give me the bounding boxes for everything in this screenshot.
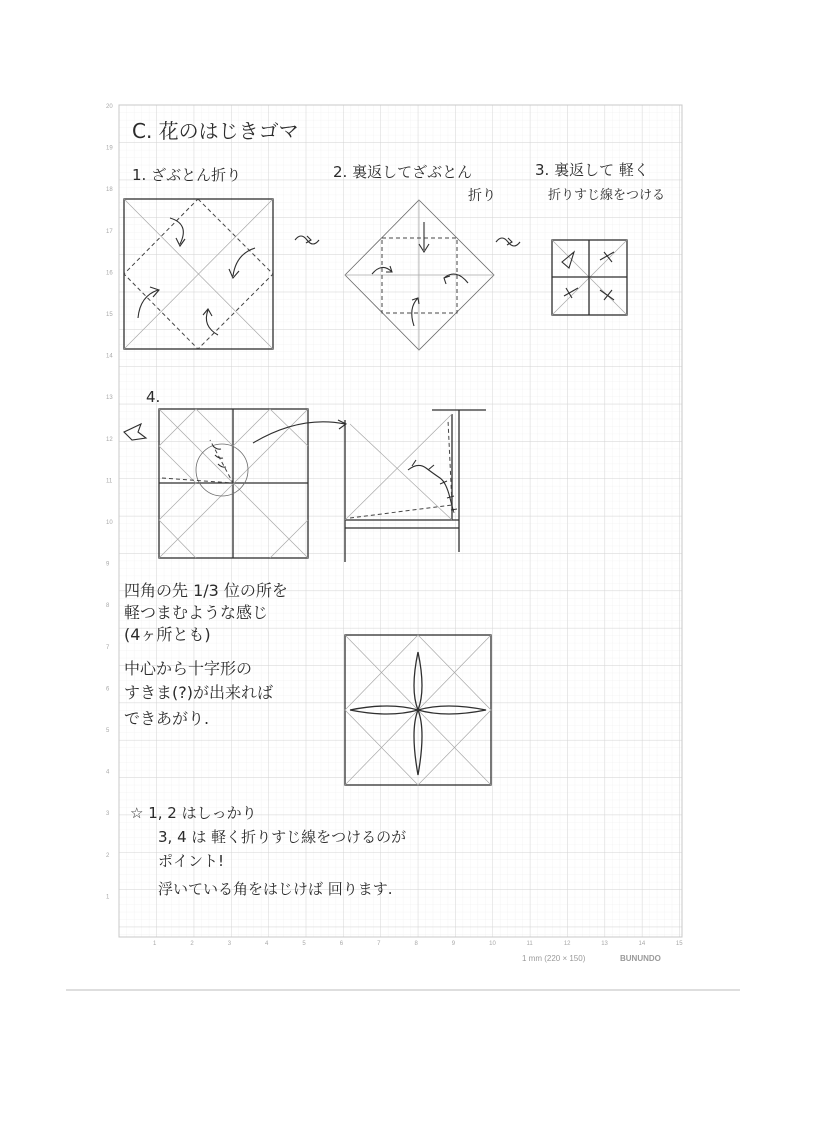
ruler-tick-label: 12 (563, 941, 571, 947)
ruler-tick-label: 12 (106, 436, 113, 443)
explanation-line: すきま(?)が出来れば (124, 683, 273, 702)
ruler-tick-label: 7 (377, 941, 381, 947)
ruler-tick-label: 6 (339, 941, 344, 947)
explanation-line: 中心から十字形の (124, 659, 253, 678)
ruler-tick-label: 5 (106, 728, 110, 734)
note-line: ポイント! (158, 852, 225, 870)
ruler-tick-label: 18 (106, 187, 113, 194)
ruler-tick-label: 1 (106, 894, 110, 901)
ruler-tick-label: 17 (106, 228, 113, 235)
explanation-line: (4ヶ所とも) (124, 625, 211, 644)
ruler-tick-label: 13 (106, 395, 113, 402)
ruler-tick-label: 14 (638, 941, 646, 947)
ruler-tick-label: 20 (106, 104, 113, 110)
step-3-diagram (552, 240, 627, 315)
ruler-left (106, 104, 113, 900)
explanation-line: 軽つまむような感じ (124, 603, 269, 622)
ruler-tick-label: 6 (106, 686, 110, 693)
note-line: 浮いている角をはじけば 回ります. (158, 880, 393, 898)
ruler-tick-label: 1 (153, 941, 157, 947)
ruler-tick-label: 7 (106, 644, 110, 651)
ruler-tick-label: 15 (106, 312, 113, 318)
ruler-tick-label: 13 (601, 941, 608, 947)
ruler-tick-label: 2 (190, 941, 194, 947)
ruler-bottom (153, 941, 683, 947)
ruler-tick-label: 4 (106, 769, 110, 776)
ruler-tick-label: 11 (526, 941, 533, 947)
page-title: C. 花のはじきゴマ (132, 119, 299, 143)
explanation-line: できあがり. (124, 709, 210, 728)
paper-spec: 1 mm (220 × 150) (522, 954, 586, 963)
ruler-tick-label: 10 (106, 520, 113, 526)
ruler-tick-label: 19 (106, 145, 113, 152)
ruler-tick-label: 14 (106, 353, 113, 360)
note-line: ☆ 1, 2 はしっかり (130, 804, 257, 822)
ruler-tick-label: 9 (106, 561, 110, 568)
ruler-tick-label: 4 (265, 941, 269, 947)
ruler-tick-label: 3 (106, 811, 110, 818)
ruler-tick-label: 5 (302, 941, 306, 947)
step-2-label-line2: 折り (468, 188, 496, 204)
ruler-tick-label: 9 (451, 941, 456, 947)
ruler-tick-label: 2 (106, 852, 110, 859)
step-3-label-line1: 3. 裏返して 軽く (535, 161, 649, 179)
step-2-label-line1: 2. 裏返してざぶとん (333, 163, 473, 181)
ruler-tick-label: 10 (489, 941, 496, 947)
paper-brand: BUNUNDO (620, 954, 661, 963)
note-line: 3, 4 は 軽く折りすじ線をつけるのが (158, 828, 407, 846)
step-3-label-line2: 折りすじ線をつける (548, 188, 666, 203)
ruler-tick-label: 16 (106, 270, 113, 277)
step-1-label: 1. ざぶとん折り (132, 166, 242, 184)
step-4-label: 4. (146, 388, 161, 406)
ruler-tick-label: 15 (675, 941, 683, 947)
ruler-tick-label: 8 (414, 941, 418, 947)
ruler-tick-label: 8 (106, 603, 110, 610)
ruler-tick-label: 11 (106, 478, 113, 485)
explanation-line: 四角の先 1/3 位の所を (124, 581, 288, 600)
ruler-tick-label: 3 (227, 941, 232, 947)
